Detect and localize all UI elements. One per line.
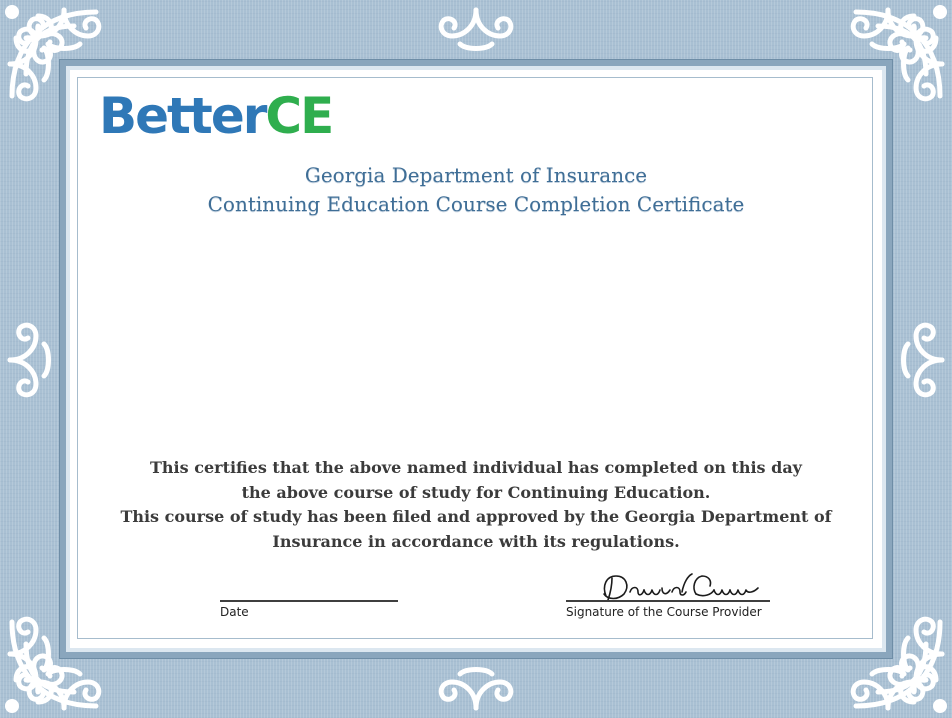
edge-ornament-left-upper bbox=[6, 18, 52, 110]
certificate-title: Georgia Department of Insurance bbox=[304, 163, 648, 187]
provider-signature-line bbox=[566, 600, 770, 602]
provider-signature bbox=[596, 570, 766, 609]
edge-ornament-left-middle bbox=[6, 314, 52, 406]
statement-line-2: the above course of study for Continuing Education. bbox=[241, 482, 711, 502]
logo-text-better: Better bbox=[99, 87, 266, 145]
statement-line-3: This course of study has been filed and approved by the Georgia Department of bbox=[120, 507, 832, 526]
certificate-subtitle: Continuing Education Course Completion Certificate bbox=[207, 192, 745, 216]
edge-ornament-right-upper bbox=[900, 18, 946, 110]
date-signature-line bbox=[220, 600, 398, 602]
date-label: Date bbox=[220, 605, 249, 619]
statement-line-1: This certifies that the above named individual has completed on this day bbox=[150, 458, 802, 477]
betterce-logo bbox=[99, 86, 332, 146]
statement-line-4: Insurance in accordance with its regulations. bbox=[272, 531, 680, 551]
edge-ornament-bottom-center bbox=[430, 666, 522, 712]
edge-ornament-top-center bbox=[430, 6, 522, 52]
provider-signature-label: Signature of the Course Provider bbox=[566, 605, 762, 619]
certification-statement bbox=[100, 456, 852, 554]
edge-ornament-right-lower bbox=[900, 608, 946, 700]
edge-ornament-right-middle bbox=[900, 314, 946, 406]
logo-text-ce: CE bbox=[265, 87, 333, 145]
edge-ornament-left-lower bbox=[6, 608, 52, 700]
